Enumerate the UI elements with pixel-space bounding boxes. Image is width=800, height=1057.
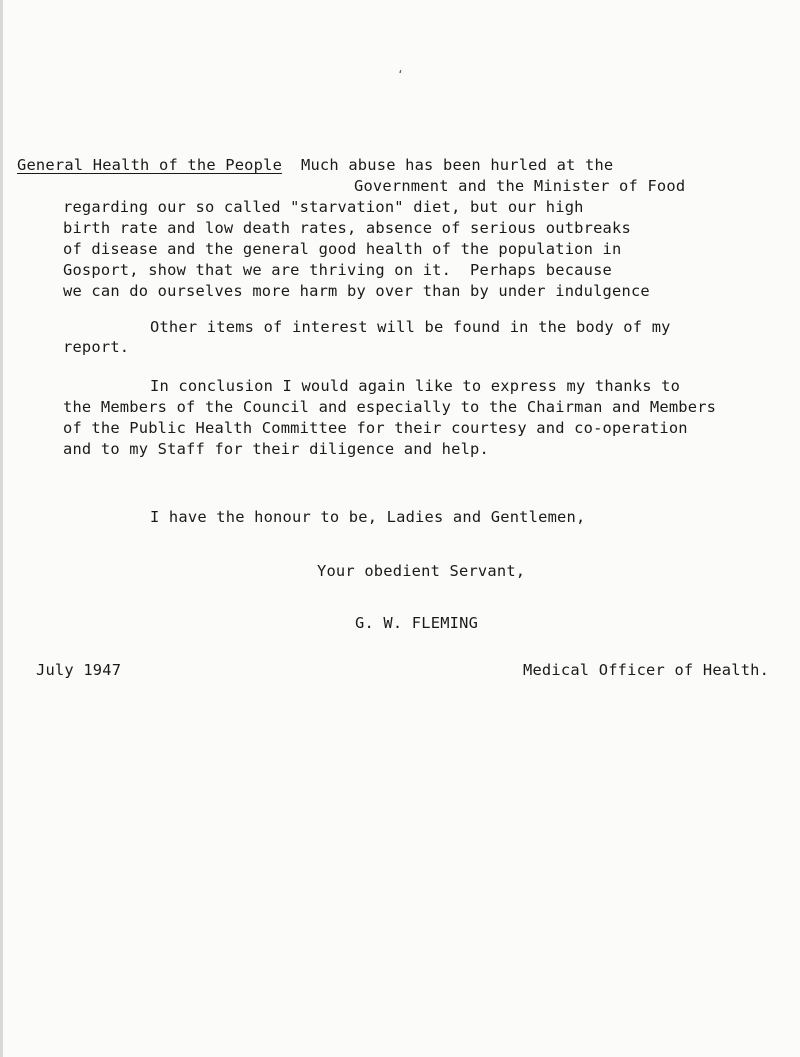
paragraph1-line-2: Government and the Minister of Food [354, 177, 686, 195]
paragraph1-line-1: Much abuse has been hurled at the [301, 156, 614, 174]
paragraph1-line-7: we can do ourselves more harm by over than by under indulgence [63, 282, 650, 300]
paragraph1-line-5: of disease and the general good health of the population in [63, 240, 622, 258]
paragraph1-line-6: Gosport, show that we are thriving on it. Perhaps because [63, 261, 613, 279]
signatory-title: Medical Officer of Health. [523, 661, 770, 679]
paragraph2-line-2: report. [63, 338, 130, 356]
closing-line: I have the honour to be, Ladies and Gentlemen, [150, 508, 586, 526]
report-date: July 1947 [36, 661, 122, 679]
paragraph2-line-1: Other items of interest will be found in the body of my [150, 318, 671, 336]
paragraph3-line-1: In conclusion I would again like to express my thanks to [150, 377, 681, 395]
scan-edge [0, 0, 3, 1057]
paragraph3-line-2: the Members of the Council and especially to the Chairman and Members [63, 398, 717, 416]
paragraph3-line-4: and to my Staff for their diligence and help. [63, 440, 489, 458]
signatory-name: G. W. FLEMING [355, 614, 479, 632]
header-mark: ʻ [397, 68, 404, 81]
paragraph1-line-4: birth rate and low death rates, absence of serious outbreaks [63, 219, 631, 237]
valediction: Your obedient Servant, [317, 562, 526, 580]
paragraph3-line-3: of the Public Health Committee for their courtesy and co-operation [63, 419, 688, 437]
section-heading: General Health of the People [17, 156, 283, 174]
paragraph1-line-3: regarding our so called "starvation" diet, but our high [63, 198, 584, 216]
